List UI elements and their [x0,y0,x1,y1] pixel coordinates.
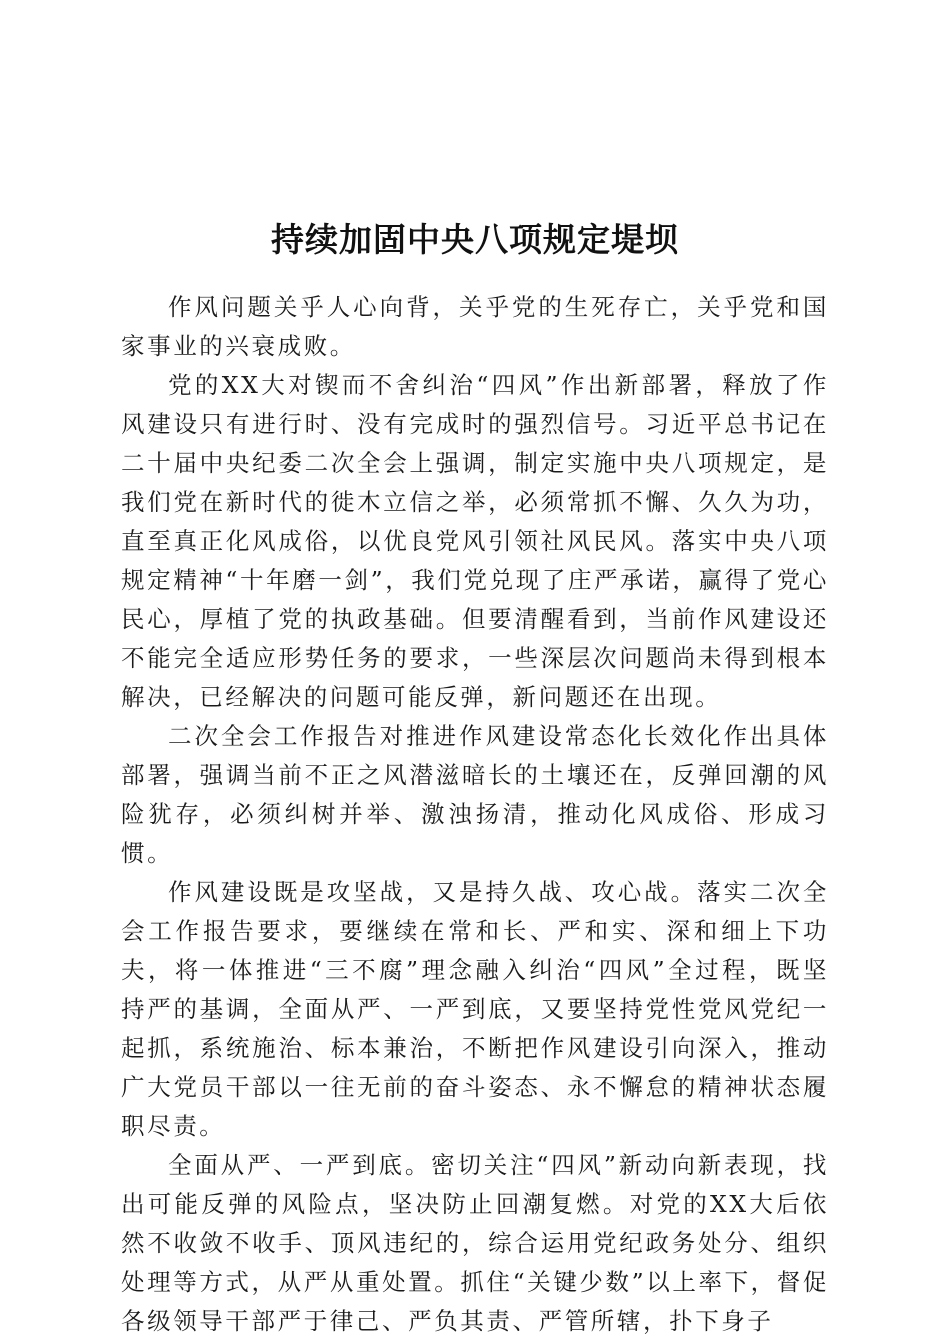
document-title: 持续加固中央八项规定堤坝 [271,220,679,260]
document-body [121,288,829,1341]
paragraph: 党的XX大对锲而不舍纠治“四风”作出新部署，释放了作风建设只有进行时、没有完成时的强烈信号。习近平总书记在二十届中央纪委二次全会上强调，制定实施中央八项规定，是我们党在新时代的徙木立信之举，必须常抓不懈、久久为功，直至真正化风成俗，以优良党风引领社风民风。落实中央八项规定精神“十年磨一剑”，我们党兑现了庄严承诺，赢得了党心民心，厚植了党的执政基础。但要清醒看到，当前作风建设还不能完全适应形势任务的要求，一些深层次问题尚未得到根本解决，已经解决的问题可能反弹，新问题还在出现。 [121,371,829,711]
paragraph: 全面从严、一严到底。密切关注“四风”新动向新表现，找出可能反弹的风险点，坚决防止回潮复燃。对党的XX大后依然不收敛不收手、顶风违纪的，综合运用党纪政务处分、组织处理等方式，从严从重处置。抓住“关键少数”以上率下，督促各级领导干部严于律己、严负其责、严管所辖，扑下身子 [121,1151,829,1335]
paragraph: 二次全会工作报告对推进作风建设常态化长效化作出具体部署，强调当前不正之风潜滋暗长的土壤还在，反弹回潮的风险犹存，必须纠树并举、激浊扬清，推动化风成俗、形成习惯。 [121,722,829,867]
paragraph: 作风建设既是攻坚战，又是持久战、攻心战。落实二次全会工作报告要求，要继续在常和长、严和实、深和细上下功夫，将一体推进“三不腐”理念融入纠治“四风”全过程，既坚持严的基调，全面从严、一严到底，又要坚持党性党风党纪一起抓，系统施治、标本兼治，不断把作风建设引向深入，推动广大党员干部以一往无前的奋斗姿态、永不懈怠的精神状态履职尽责。 [121,878,829,1140]
paragraph: 作风问题关乎人心向背，关乎党的生死存亡，关乎党和国家事业的兴衰成败。 [121,293,829,360]
